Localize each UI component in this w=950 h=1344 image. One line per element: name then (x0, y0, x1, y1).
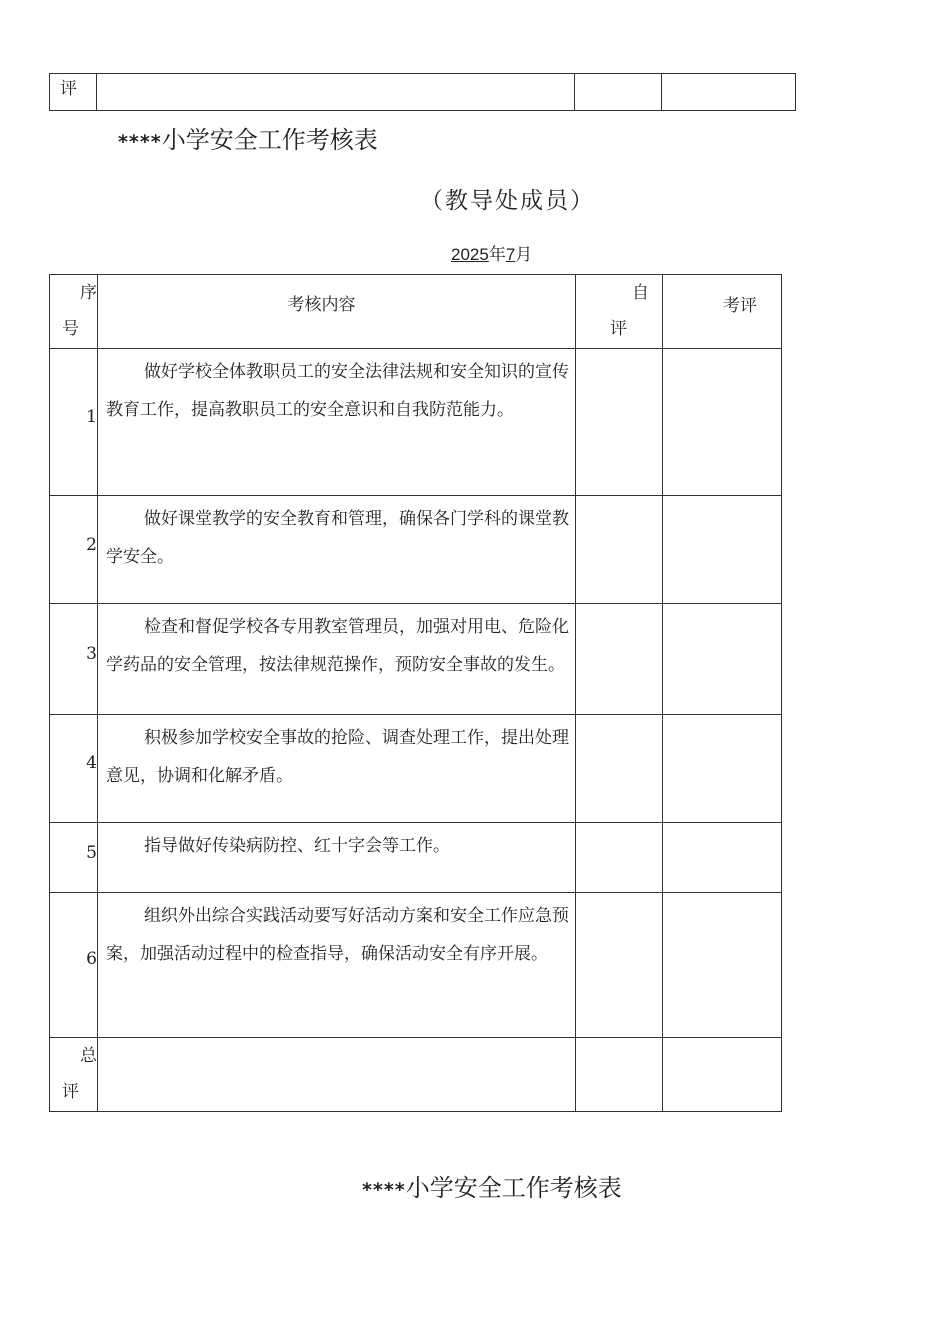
summary-label: 评 (50, 74, 97, 111)
header-eval: 考评 (663, 275, 782, 349)
date-year: 2025 (451, 245, 489, 264)
table-row (50, 715, 782, 823)
date-year-suffix: 年 (488, 245, 506, 265)
date-month: 7 (505, 245, 516, 264)
next-form-title (362, 1168, 622, 1203)
row-eval-cell[interactable] (663, 349, 782, 496)
header-seq-b: 号 (62, 319, 79, 339)
summary-eval-cell (662, 74, 796, 111)
row-eval-cell[interactable] (663, 715, 782, 823)
row-self-cell[interactable] (576, 893, 663, 1038)
title-text: 小学安全工作考核表 (405, 1174, 622, 1202)
summary-content-cell[interactable] (98, 1038, 576, 1112)
header-seq-a: 序 (80, 283, 97, 303)
summary-content-cell (97, 74, 575, 111)
row-content: 指导做好传染病防控、红十字会等工作。 (98, 823, 576, 893)
summary-row (50, 1038, 782, 1112)
row-seq (50, 349, 98, 496)
table-row (50, 823, 782, 893)
row-content: 做好课堂教学的安全教育和管理，确保各门学科的课堂教学安全。 (98, 496, 576, 604)
header-self-b: 评 (610, 319, 627, 339)
row-self-cell[interactable] (576, 349, 663, 496)
header-self (576, 275, 663, 349)
row-self-cell[interactable] (576, 604, 663, 715)
row-content: 做好学校全体教职员工的安全法律法规和安全知识的宣传教育工作，提高教职员工的安全意识和自我防范能力。 (98, 349, 576, 496)
row-content: 积极参加学校安全事故的抢险、调查处理工作，提出处理意见，协调和化解矛盾。 (98, 715, 576, 823)
row-seq (50, 715, 98, 823)
row-seq (50, 496, 98, 604)
row-self-cell[interactable] (576, 823, 663, 893)
row-self-cell[interactable] (576, 496, 663, 604)
row-self-cell[interactable] (576, 715, 663, 823)
row-seq (50, 823, 98, 893)
row-seq-number: 1 (86, 407, 97, 427)
title-stars: **** (118, 131, 162, 153)
header-content: 考核内容 (98, 275, 576, 349)
row-seq-number: 6 (86, 949, 97, 969)
summary-self-cell[interactable] (576, 1038, 663, 1112)
form-subtitle: （教导处成员） (420, 188, 595, 214)
assessment-table (49, 274, 782, 1112)
title-stars: **** (362, 1179, 406, 1201)
row-content: 组织外出综合实践活动要写好活动方案和安全工作应急预案，加强活动过程中的检查指导，确保活动安全有序开展。 (98, 893, 576, 1038)
summary-label-b: 评 (62, 1082, 79, 1102)
row-seq-number: 3 (86, 644, 97, 664)
title-text: 小学安全工作考核表 (161, 126, 378, 154)
row-eval-cell[interactable] (663, 893, 782, 1038)
row-eval-cell[interactable] (663, 823, 782, 893)
table-row (50, 604, 782, 715)
summary-self-cell (575, 74, 662, 111)
summary-label-a: 总 (80, 1046, 97, 1066)
row-seq-number: 5 (86, 843, 97, 863)
summary-label (50, 1038, 98, 1112)
previous-table-fragment (49, 73, 796, 111)
row-seq-number: 2 (86, 535, 97, 555)
header-self-a: 自 (632, 283, 649, 303)
row-seq (50, 604, 98, 715)
row-eval-cell[interactable] (663, 496, 782, 604)
form-title (118, 120, 378, 155)
table-row (50, 893, 782, 1038)
row-eval-cell[interactable] (663, 604, 782, 715)
table-header-row (50, 275, 782, 349)
row-content: 检查和督促学校各专用教室管理员，加强对用电、危险化学药品的安全管理，按法律规范操作，预防安全事故的发生。 (98, 604, 576, 715)
table-row (50, 496, 782, 604)
date-month-suffix: 月 (515, 245, 533, 265)
header-seq (50, 275, 98, 349)
form-date (451, 240, 532, 265)
table-row (50, 349, 782, 496)
row-seq (50, 893, 98, 1038)
row-seq-number: 4 (86, 753, 97, 773)
summary-eval-cell[interactable] (663, 1038, 782, 1112)
